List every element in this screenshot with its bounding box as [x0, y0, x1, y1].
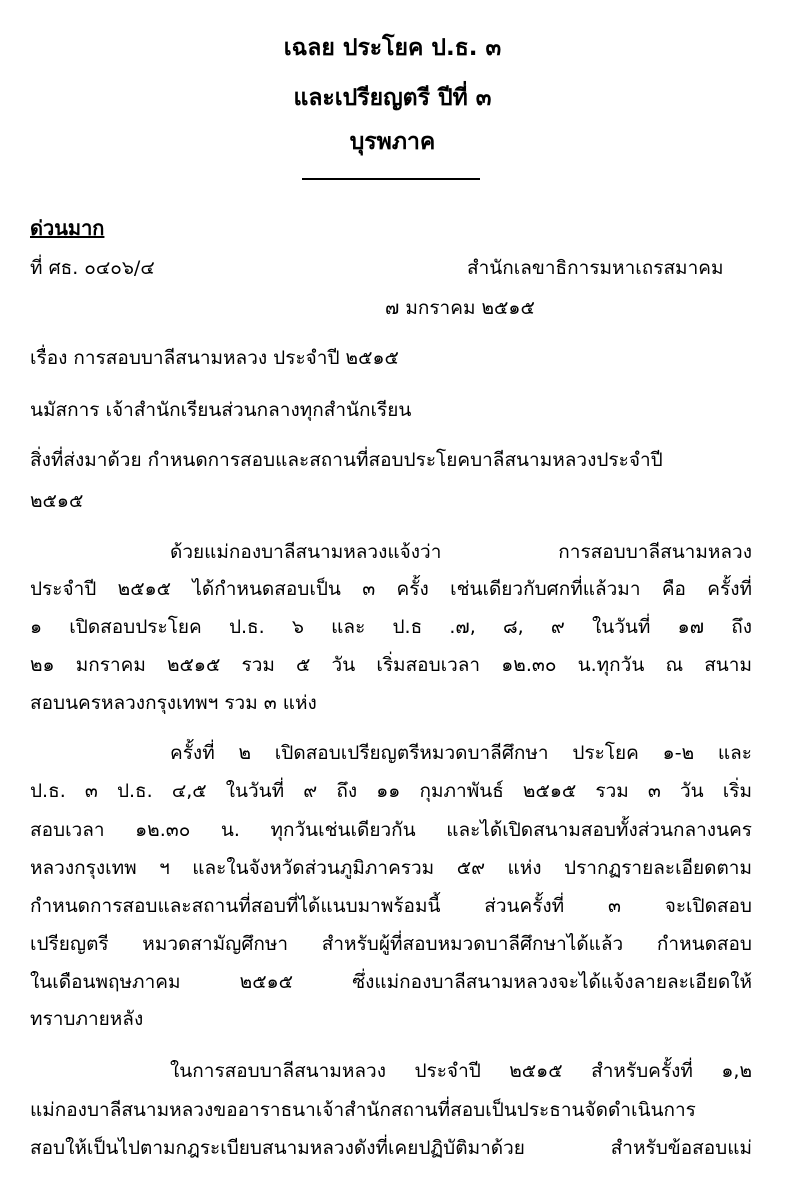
paragraph-line: หลวงกรุงเทพ ฯ และในจังหวัดส่วนภูมิภาครวม ๕๙ แห่ง ปรากฏรายละเอียดตาม: [30, 857, 752, 879]
paragraph-line: ๑ เปิดสอบประโยค ป.ธ. ๖ และ ป.ธ .๗, ๘, ๙ ในวันที่ ๑๗ ถึง: [30, 616, 752, 638]
salutation-line: นมัสการ เจ้าสำนักเรียนส่วนกลางทุกสำนักเรียน: [30, 399, 412, 421]
paragraph-line: ครั้งที่ ๒ เปิดสอบเปรียญตรีหมวดบาลีศึกษา ประโยค ๑-๒ และ: [170, 742, 752, 764]
document-section-title: บุรพภาค: [349, 129, 436, 155]
issuing-office: สำนักเลขาธิการมหาเถรสมาคม: [467, 257, 724, 279]
letter-date: ๗ มกราคม ๒๕๑๕: [385, 297, 535, 319]
paragraph-line: ด้วยแม่กองบาลีสนามหลวงแจ้งว่า การสอบบาลีสนามหลวง: [170, 541, 752, 563]
paragraph-line: กำหนดการสอบและสถานที่สอบที่ได้แนบมาพร้อมนี้ ส่วนครั้งที่ ๓ จะเปิดสอบ: [30, 895, 752, 917]
title-divider: [302, 178, 480, 180]
paragraph-line: แม่กองบาลีสนามหลวงขออาราธนาเจ้าสำนักสถานที่สอบเป็นประธานจัดดำเนินการ: [30, 1099, 696, 1121]
paragraph-line: ในเดือนพฤษภาคม ๒๕๑๕ ซึ่งแม่กองบาลีสนามหลวงจะได้แจ้งลายละเอียดให้: [30, 971, 752, 993]
enclosure-line-cont: ๒๕๑๕: [30, 490, 84, 512]
document-title: เฉลย ประโยค ป.ธ. ๓: [283, 35, 502, 61]
paragraph-line: ๒๑ มกราคม ๒๕๑๕ รวม ๕ วัน เริ่มสอบเวลา ๑๒.๓๐ น.ทุกวัน ณ สนาม: [30, 654, 752, 676]
paragraph-line: ป.ธ. ๓ ป.ธ. ๔,๕ ในวันที่ ๙ ถึง ๑๑ กุมภาพันธ์ ๒๕๑๕ รวม ๓ วัน เริ่ม: [30, 780, 752, 802]
enclosure-line: สิ่งที่ส่งมาด้วย กำหนดการสอบและสถานที่สอบประโยคบาลีสนามหลวงประจำปี: [30, 449, 663, 471]
subject-line: เรื่อง การสอบบาลีสนามหลวง ประจำปี ๒๕๑๕: [30, 347, 399, 369]
paragraph-line: ในการสอบบาลีสนามหลวง ประจำปี ๒๕๑๕ สำหรับครั้งที่ ๑,๒: [170, 1060, 752, 1082]
paragraph-line: ประจำปี ๒๕๑๕ ได้กำหนดสอบเป็น ๓ ครั้ง เช่นเดียวกับศกที่แล้วมา คือ ครั้งที่: [30, 578, 752, 600]
paragraph-line: สอบนครหลวงกรุงเทพฯ รวม ๓ แห่ง: [30, 692, 317, 714]
paragraph-line: สอบเวลา ๑๒.๓๐ น. ทุกวันเช่นเดียวกัน และได้เปิดสนามสอบทั้งส่วนกลางนคร: [30, 819, 752, 841]
paragraph-line: เปรียญตรี หมวดสามัญศึกษา สำหรับผู้ที่สอบหมวดบาลีศึกษาได้แล้ว กำหนดสอบ: [30, 933, 752, 955]
paragraph-line: สอบให้เป็นไปตามกฎระเบียบสนามหลวงดังที่เคยปฏิบัติมาด้วย สำหรับข้อสอบแม่: [30, 1137, 752, 1159]
document-subtitle: และเปรียญตรี ปีที่ ๓: [293, 85, 492, 111]
reference-number: ที่ ศธ. ๐๔๐๖/๔: [30, 257, 155, 279]
urgency-label: ด่วนมาก: [30, 216, 105, 240]
paragraph-line: ทราบภายหลัง: [30, 1008, 144, 1030]
